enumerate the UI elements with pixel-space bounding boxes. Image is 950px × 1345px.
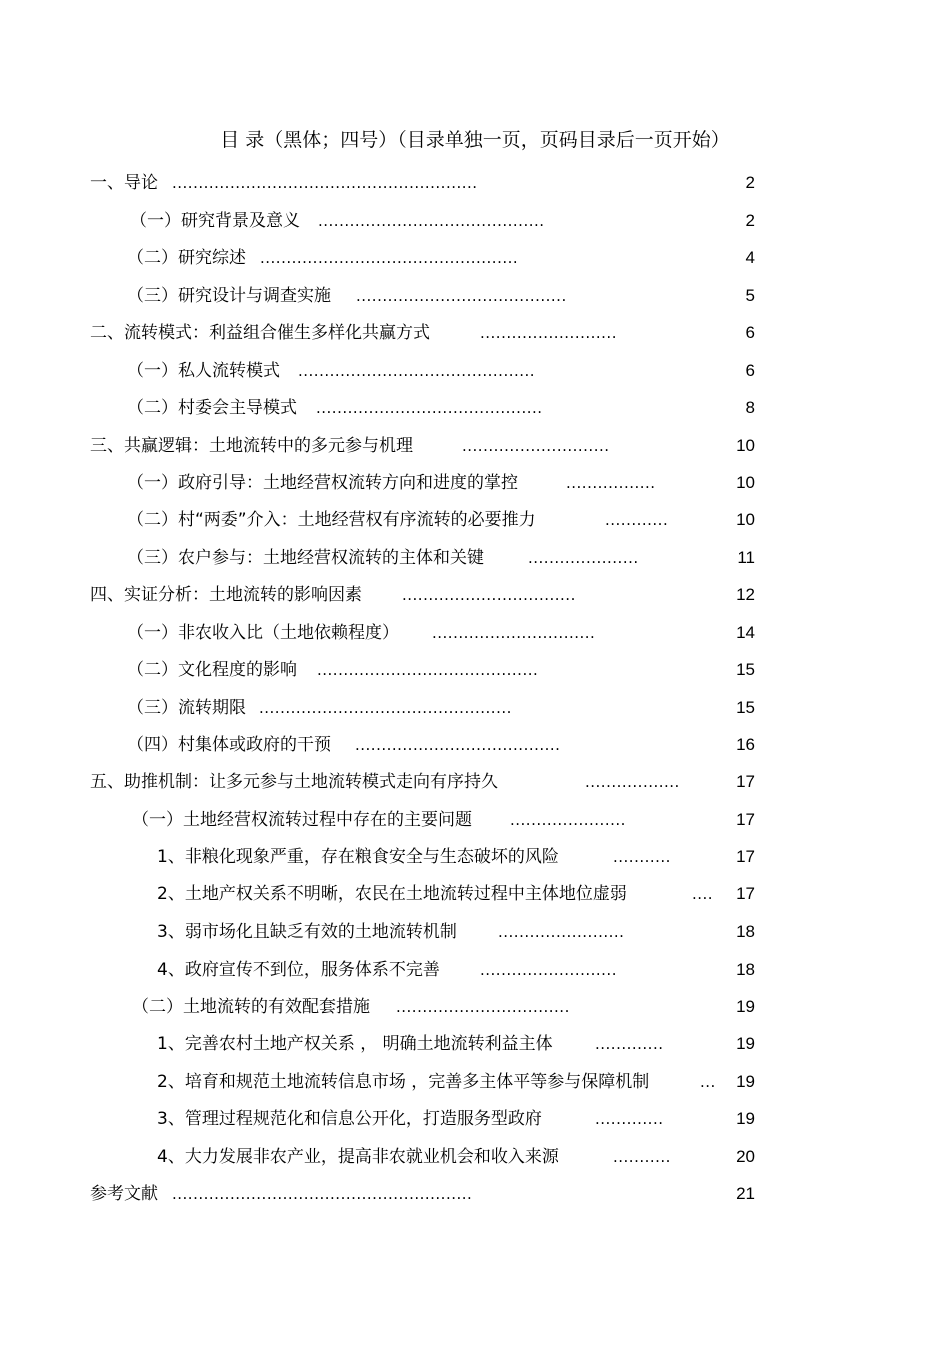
toc-entry-title: （二）土地流转的有效配套措施 bbox=[132, 997, 370, 1017]
toc-entry-page-number: 4 bbox=[745, 248, 755, 267]
toc-entry[interactable] bbox=[0, 845, 950, 869]
toc-entry[interactable] bbox=[0, 359, 950, 383]
toc-entry[interactable] bbox=[0, 1032, 950, 1056]
toc-entry[interactable] bbox=[0, 958, 950, 982]
toc-entry-title: （一）非农收入比（土地依赖程度） bbox=[127, 623, 399, 643]
toc-entry-title: 3、管理过程规范化和信息公开化，打造服务型政府 bbox=[157, 1109, 542, 1129]
toc-entry-leader-dots: ...................... bbox=[510, 811, 626, 829]
toc-entry-leader-dots: ......................................................... bbox=[172, 1185, 473, 1203]
toc-entry-page-number: 10 bbox=[736, 436, 755, 455]
toc-entry[interactable] bbox=[0, 321, 950, 345]
toc-entry-title: 3、弱市场化且缺乏有效的土地流转机制 bbox=[157, 922, 457, 942]
toc-entry-page-number: 18 bbox=[736, 922, 755, 941]
toc-entry[interactable] bbox=[0, 471, 950, 495]
toc-entry-title: 1、非粮化现象严重，存在粮食安全与生态破坏的风险 bbox=[157, 847, 559, 867]
toc-entry-title: 4、大力发展非农产业，提高非农就业机会和收入来源 bbox=[157, 1147, 559, 1167]
toc-entry-page-number: 6 bbox=[745, 361, 755, 380]
toc-entry-page-number: 12 bbox=[736, 585, 755, 604]
toc-entry[interactable] bbox=[0, 508, 950, 532]
toc-entry-page-number: 17 bbox=[736, 772, 755, 791]
toc-entry-page-number: 20 bbox=[736, 1147, 755, 1166]
toc-entry-leader-dots: .......................................... bbox=[317, 661, 539, 679]
toc-entry-leader-dots: ... bbox=[700, 1073, 716, 1091]
toc-entry[interactable] bbox=[0, 1070, 950, 1094]
toc-entry-page-number: 2 bbox=[745, 173, 755, 192]
toc-entry-page-number: 18 bbox=[736, 960, 755, 979]
toc-entry[interactable] bbox=[0, 808, 950, 832]
toc-title: 目 录（黑体；四号）（目录单独一页，页码目录后一页开始） bbox=[220, 129, 730, 151]
toc-entry-leader-dots: ........... bbox=[613, 1148, 671, 1166]
toc-entry-leader-dots: ................................................ bbox=[259, 699, 512, 717]
toc-entry-leader-dots: ........................ bbox=[498, 923, 625, 941]
toc-entry-page-number: 17 bbox=[736, 884, 755, 903]
toc-entry-leader-dots: ........................................ bbox=[356, 287, 567, 305]
toc-entry-leader-dots: ................. bbox=[566, 474, 656, 492]
toc-entry[interactable] bbox=[0, 583, 950, 607]
toc-entry-title: 2、土地产权关系不明晰，农民在土地流转过程中主体地位虚弱 bbox=[157, 884, 627, 904]
toc-entry-title: 二、流转模式：利益组合催生多样化共赢方式 bbox=[90, 323, 430, 343]
toc-entry-page-number: 8 bbox=[745, 398, 755, 417]
toc-entry[interactable] bbox=[0, 1107, 950, 1131]
toc-entry-leader-dots: .......................... bbox=[480, 324, 617, 342]
toc-entry-page-number: 19 bbox=[736, 997, 755, 1016]
toc-entry-leader-dots: ........................................... bbox=[318, 212, 545, 230]
toc-entry[interactable] bbox=[0, 1182, 950, 1206]
toc-entry-page-number: 15 bbox=[736, 698, 755, 717]
toc-entry-title: （一）研究背景及意义 bbox=[130, 211, 300, 231]
toc-entry-page-number: 2 bbox=[745, 211, 755, 230]
toc-entry-leader-dots: .................. bbox=[585, 773, 680, 791]
toc-entry-leader-dots: ..................... bbox=[528, 549, 639, 567]
toc-entry-leader-dots: ........................................... bbox=[316, 399, 543, 417]
toc-entry-leader-dots: .......................................................... bbox=[172, 174, 478, 192]
toc-entry-page-number: 16 bbox=[736, 735, 755, 754]
toc-entry-title: 4、政府宣传不到位，服务体系不完善 bbox=[157, 960, 440, 980]
toc-entry-title: 2、培育和规范土地流转信息市场 ，完善多主体平等参与保障机制 bbox=[157, 1072, 650, 1092]
toc-entry[interactable] bbox=[0, 1145, 950, 1169]
toc-entry[interactable] bbox=[0, 995, 950, 1019]
toc-entry-title: （一）土地经营权流转过程中存在的主要问题 bbox=[132, 810, 472, 830]
toc-entry[interactable] bbox=[0, 621, 950, 645]
toc-entry[interactable] bbox=[0, 733, 950, 757]
toc-entry-title: 参考文献 bbox=[90, 1184, 158, 1204]
toc-entry-leader-dots: ................................. bbox=[396, 998, 570, 1016]
toc-entry[interactable] bbox=[0, 246, 950, 270]
toc-entry-page-number: 19 bbox=[736, 1034, 755, 1053]
toc-entry-page-number: 21 bbox=[736, 1184, 755, 1203]
toc-entry-title: （二）村委会主导模式 bbox=[127, 398, 297, 418]
toc-entry-title: （三）农户参与：土地经营权流转的主体和关键 bbox=[127, 548, 484, 568]
toc-entry-page-number: 11 bbox=[737, 548, 755, 567]
toc-entry-title: （二）文化程度的影响 bbox=[127, 660, 297, 680]
toc-entry-page-number: 17 bbox=[736, 810, 755, 829]
toc-entry-title: 一、导论 bbox=[90, 173, 158, 193]
toc-entry-page-number: 6 bbox=[745, 323, 755, 342]
toc-entry-leader-dots: ............. bbox=[595, 1035, 664, 1053]
toc-entry-title: 四、实证分析：土地流转的影响因素 bbox=[90, 585, 362, 605]
toc-entry-page-number: 15 bbox=[736, 660, 755, 679]
toc-entry[interactable] bbox=[0, 546, 950, 570]
toc-entry[interactable] bbox=[0, 696, 950, 720]
toc-entry[interactable] bbox=[0, 882, 950, 906]
toc-entry[interactable] bbox=[0, 209, 950, 233]
toc-entry-title: 五、助推机制：让多元参与土地流转模式走向有序持久 bbox=[90, 772, 498, 792]
toc-entry-title: （二）研究综述 bbox=[127, 248, 246, 268]
toc-entry-leader-dots: ............. bbox=[595, 1110, 664, 1128]
toc-entry-page-number: 19 bbox=[736, 1109, 755, 1128]
toc-entry-leader-dots: .... bbox=[692, 885, 714, 903]
toc-entry-title: （三）流转期限 bbox=[127, 698, 246, 718]
toc-entry-page-number: 17 bbox=[736, 847, 755, 866]
toc-entry-page-number: 10 bbox=[736, 510, 755, 529]
toc-entry[interactable] bbox=[0, 770, 950, 794]
toc-entry-title: （一）私人流转模式 bbox=[127, 361, 280, 381]
toc-entry-leader-dots: .......................... bbox=[480, 961, 617, 979]
toc-entry-title: （三）研究设计与调查实施 bbox=[127, 286, 331, 306]
toc-entry-leader-dots: ........... bbox=[613, 848, 671, 866]
toc-entry[interactable] bbox=[0, 920, 950, 944]
toc-entry-title: （一）政府引导：土地经营权流转方向和进度的掌控 bbox=[127, 473, 518, 493]
toc-entry[interactable] bbox=[0, 658, 950, 682]
toc-entry[interactable] bbox=[0, 396, 950, 420]
toc-entry-page-number: 5 bbox=[745, 286, 755, 305]
toc-entry-title: （四）村集体或政府的干预 bbox=[127, 735, 331, 755]
toc-entry[interactable] bbox=[0, 434, 950, 458]
toc-entry-page-number: 14 bbox=[736, 623, 755, 642]
toc-entry-leader-dots: ............................................. bbox=[298, 362, 536, 380]
toc-entry-leader-dots: ....................................... bbox=[355, 736, 561, 754]
toc-entry-leader-dots: ................................................. bbox=[260, 249, 519, 267]
toc-entry-title: 三、共赢逻辑：土地流转中的多元参与机理 bbox=[90, 436, 413, 456]
toc-entry-page-number: 10 bbox=[736, 473, 755, 492]
toc-entry-title: （二）村“两委”介入：土地经营权有序流转的必要推力 bbox=[127, 510, 536, 530]
toc-entry-leader-dots: ............................... bbox=[432, 624, 596, 642]
toc-entry-leader-dots: ................................. bbox=[402, 586, 576, 604]
toc-entry-leader-dots: ............ bbox=[605, 511, 669, 529]
toc-entry-page-number: 19 bbox=[736, 1072, 755, 1091]
toc-entry-leader-dots: ............................ bbox=[462, 437, 610, 455]
toc-entry[interactable] bbox=[0, 284, 950, 308]
toc-entry-title: 1、完善农村土地产权关系 ， 明确土地流转利益主体 bbox=[157, 1034, 553, 1054]
toc-entry[interactable] bbox=[0, 171, 950, 195]
